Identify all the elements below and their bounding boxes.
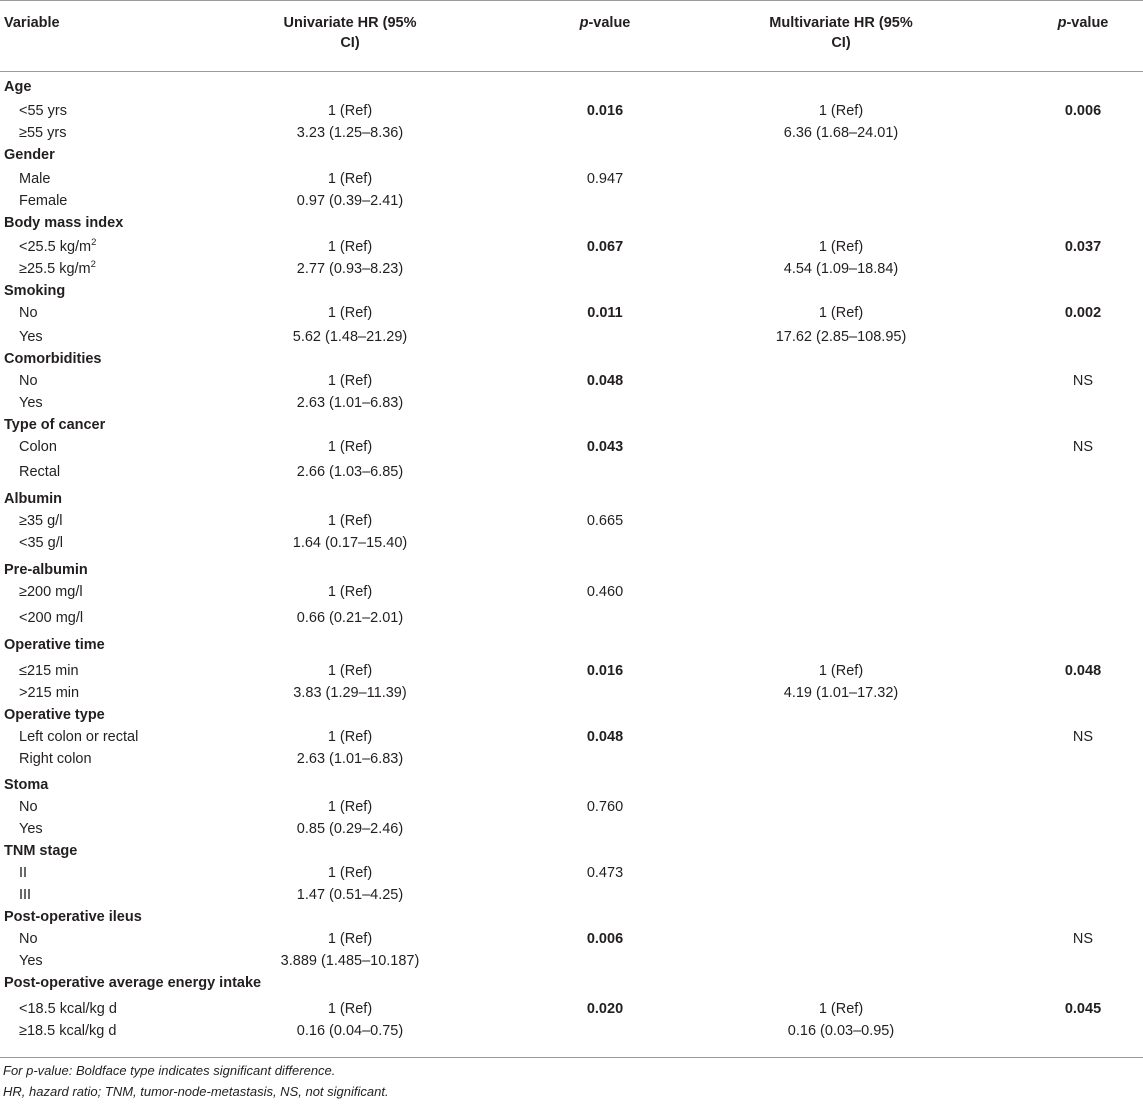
multivariate-hr: 4.54 (1.09–18.84)	[783, 261, 899, 277]
multivariate-p-value: NS	[1072, 373, 1094, 389]
group-row	[0, 280, 1143, 302]
group-label: Operative time	[4, 637, 105, 653]
row-label	[19, 168, 50, 190]
row-label-text: >215 min	[19, 685, 80, 701]
table-row	[0, 510, 1143, 532]
header-multivariate-line1: Multivariate HR (95%	[769, 15, 913, 31]
univariate-hr: 3.889 (1.485–10.187)	[280, 953, 420, 969]
row-label-text: Yes	[19, 953, 43, 969]
row-label-text: No	[19, 373, 38, 389]
group-row	[0, 840, 1143, 862]
table-header	[0, 0, 1143, 72]
univariate-p-value: 0.473	[586, 865, 624, 881]
table-row	[0, 168, 1143, 190]
row-label	[19, 796, 38, 818]
footnote-abbreviations: HR, hazard ratio; TNM, tumor-node-metastasis, NS, not significant.	[3, 1084, 389, 1099]
row-label	[19, 100, 67, 122]
univariate-p-value: 0.067	[586, 239, 624, 255]
univariate-hr: 1 (Ref)	[327, 865, 373, 881]
header-variable: Variable	[4, 15, 60, 31]
multivariate-hr: 1 (Ref)	[818, 305, 864, 321]
univariate-hr: 1 (Ref)	[327, 799, 373, 815]
header-univariate-line2: CI)	[340, 35, 360, 51]
univariate-hr: 1 (Ref)	[327, 584, 373, 600]
multivariate-hr: 1 (Ref)	[818, 1001, 864, 1017]
row-label-text: Left colon or rectal	[19, 729, 139, 745]
header-p-suffix: -value	[588, 15, 631, 31]
table-row	[0, 392, 1143, 414]
table-row	[0, 122, 1143, 144]
row-label-text: <35 g/l	[19, 535, 63, 551]
multivariate-p-value: 0.048	[1064, 663, 1102, 679]
multivariate-hr: 1 (Ref)	[818, 663, 864, 679]
table-bottom-rule	[0, 1057, 1143, 1058]
group-row	[0, 972, 1143, 994]
table-row	[0, 190, 1143, 212]
row-label-text: Yes	[19, 821, 43, 837]
univariate-p-value: 0.665	[586, 513, 624, 529]
row-label	[19, 236, 96, 258]
superscript: 2	[90, 259, 96, 270]
table-row	[0, 1020, 1143, 1042]
univariate-hr: 2.66 (1.03–6.85)	[296, 464, 404, 480]
row-label-text: Rectal	[19, 464, 61, 480]
univariate-p-value: 0.011	[587, 305, 623, 321]
row-label-text: Female	[19, 193, 68, 209]
row-label	[19, 190, 67, 212]
row-label-text: No	[19, 799, 38, 815]
row-label-text: II	[19, 865, 28, 881]
group-row	[0, 774, 1143, 796]
group-row	[0, 488, 1143, 510]
univariate-hr: 2.63 (1.01–6.83)	[296, 395, 404, 411]
table-row	[0, 607, 1143, 629]
row-label-text: Colon	[19, 439, 57, 455]
row-label	[19, 660, 79, 682]
univariate-hr: 1 (Ref)	[327, 373, 373, 389]
multivariate-p-value: 0.037	[1064, 239, 1102, 255]
multivariate-hr: 4.19 (1.01–17.32)	[783, 685, 899, 701]
univariate-hr: 2.77 (0.93–8.23)	[296, 261, 404, 277]
group-label: Pre-albumin	[4, 562, 88, 578]
row-label	[19, 258, 96, 280]
group-label: Body mass index	[4, 215, 124, 231]
univariate-hr: 1 (Ref)	[327, 513, 373, 529]
table-row	[0, 818, 1143, 840]
row-label	[19, 818, 43, 840]
univariate-hr: 0.97 (0.39–2.41)	[296, 193, 404, 209]
table-row	[0, 950, 1143, 972]
row-label	[19, 950, 43, 972]
table-row	[0, 862, 1143, 884]
superscript: 2	[91, 237, 97, 248]
univariate-hr: 1 (Ref)	[327, 931, 373, 947]
table-row	[0, 461, 1143, 483]
row-label-text: Right colon	[19, 751, 92, 767]
univariate-hr: 1.47 (0.51–4.25)	[296, 887, 404, 903]
row-label	[19, 370, 38, 392]
univariate-p-value: 0.043	[586, 439, 624, 455]
table-row	[0, 682, 1143, 704]
multivariate-p-value: 0.006	[1064, 103, 1102, 119]
group-label: Gender	[4, 147, 55, 163]
row-label-text: <18.5 kcal/kg d	[19, 1001, 117, 1017]
multivariate-hr: 6.36 (1.68–24.01)	[783, 125, 899, 141]
row-label	[19, 436, 57, 458]
univariate-hr: 1.64 (0.17–15.40)	[292, 535, 408, 551]
univariate-p-value: 0.048	[586, 729, 624, 745]
multivariate-p-value: NS	[1072, 729, 1094, 745]
table-row	[0, 532, 1143, 554]
row-label	[19, 928, 38, 950]
univariate-hr: 2.63 (1.01–6.83)	[296, 751, 404, 767]
univariate-hr: 5.62 (1.48–21.29)	[292, 329, 408, 345]
row-label-text: ≥25.5 kg/m	[19, 261, 91, 277]
group-label: Albumin	[4, 491, 62, 507]
table-row	[0, 796, 1143, 818]
multivariate-p-value: 0.002	[1064, 305, 1102, 321]
header-univariate	[262, 13, 438, 53]
row-label	[19, 862, 27, 884]
group-label: Smoking	[4, 283, 66, 299]
header-multivariate-line2: CI)	[831, 35, 851, 51]
univariate-hr: 3.23 (1.25–8.36)	[296, 125, 404, 141]
univariate-hr: 3.83 (1.29–11.39)	[293, 685, 407, 701]
univariate-hr: 0.66 (0.21–2.01)	[296, 610, 404, 626]
row-label	[19, 581, 83, 603]
table-row	[0, 236, 1143, 258]
group-row	[0, 348, 1143, 370]
table-row	[0, 100, 1143, 122]
row-label-text: Male	[19, 171, 51, 187]
footnote-boldface: For p-value: Boldface type indicates significant difference.	[3, 1063, 336, 1078]
row-label-text: <55 yrs	[19, 103, 67, 119]
table-row	[0, 884, 1143, 906]
header-p-value-multivariate	[1018, 13, 1143, 33]
row-label	[19, 326, 43, 348]
row-label-text: ≥35 g/l	[19, 513, 63, 529]
row-label-text: Yes	[19, 329, 43, 345]
row-label-text: <25.5 kg/m	[19, 239, 92, 255]
univariate-p-value: 0.947	[586, 171, 624, 187]
header-multivariate	[748, 13, 934, 53]
univariate-hr: 1 (Ref)	[327, 439, 373, 455]
univariate-hr: 1 (Ref)	[327, 663, 373, 679]
univariate-p-value: 0.460	[586, 584, 624, 600]
multivariate-hr: 1 (Ref)	[818, 239, 864, 255]
header-p-italic: p	[1057, 15, 1067, 31]
univariate-p-value: 0.016	[586, 663, 624, 679]
group-label: Type of cancer	[4, 417, 106, 433]
table-row	[0, 326, 1143, 348]
group-label: Operative type	[4, 707, 105, 723]
multivariate-p-value: NS	[1072, 931, 1094, 947]
group-label: Stoma	[4, 777, 49, 793]
table-row	[0, 660, 1143, 682]
row-label	[19, 748, 92, 770]
group-row	[0, 906, 1143, 928]
row-label-text: ≥200 mg/l	[19, 584, 83, 600]
group-row	[0, 414, 1143, 436]
univariate-hr: 1 (Ref)	[327, 171, 373, 187]
group-row	[0, 144, 1143, 166]
row-label	[19, 122, 66, 144]
row-label-text: ≤215 min	[19, 663, 79, 679]
row-label	[19, 682, 79, 704]
row-label-text: ≥18.5 kcal/kg d	[19, 1023, 117, 1039]
row-label-text: <200 mg/l	[19, 610, 84, 626]
header-p-value-univariate	[540, 13, 670, 33]
table-row	[0, 302, 1143, 324]
row-label	[19, 1020, 116, 1042]
univariate-p-value: 0.760	[586, 799, 624, 815]
row-label	[19, 726, 138, 748]
multivariate-hr: 1 (Ref)	[818, 103, 864, 119]
row-label	[19, 461, 60, 483]
row-label	[19, 998, 117, 1020]
header-univariate-line1: Univariate HR (95%	[283, 15, 417, 31]
univariate-hr: 1 (Ref)	[327, 103, 373, 119]
row-label-text: ≥55 yrs	[19, 125, 67, 141]
group-label: Age	[4, 79, 32, 95]
multivariate-p-value: 0.045	[1064, 1001, 1102, 1017]
group-label: Post-operative average energy intake	[4, 975, 262, 991]
table-row	[0, 258, 1143, 280]
row-label-text: III	[19, 887, 32, 903]
row-label	[19, 607, 83, 629]
group-label: TNM stage	[4, 843, 78, 859]
table-row	[0, 928, 1143, 950]
multivariate-p-value: NS	[1072, 439, 1094, 455]
univariate-p-value: 0.016	[586, 103, 624, 119]
group-label: Post-operative ileus	[4, 909, 142, 925]
row-label	[19, 532, 63, 554]
table-row	[0, 748, 1143, 770]
univariate-hr: 1 (Ref)	[327, 1001, 373, 1017]
group-row	[0, 704, 1143, 726]
row-label	[19, 302, 38, 324]
header-p-italic: p	[579, 15, 589, 31]
row-label-text: No	[19, 931, 38, 947]
univariate-p-value: 0.006	[586, 931, 624, 947]
table-row	[0, 726, 1143, 748]
header-p-suffix: -value	[1066, 15, 1109, 31]
row-label	[19, 392, 43, 414]
group-row	[0, 212, 1143, 234]
univariate-hr: 0.16 (0.04–0.75)	[296, 1023, 404, 1039]
row-label-text: Yes	[19, 395, 43, 411]
univariate-hr: 0.85 (0.29–2.46)	[296, 821, 404, 837]
table-row	[0, 436, 1143, 458]
multivariate-hr: 17.62 (2.85–108.95)	[775, 329, 907, 345]
row-label-text: No	[19, 305, 38, 321]
table-row	[0, 370, 1143, 392]
table-row	[0, 998, 1143, 1020]
row-label	[19, 884, 31, 906]
univariate-hr: 1 (Ref)	[327, 729, 373, 745]
group-row	[0, 76, 1143, 98]
table-row	[0, 581, 1143, 603]
multivariate-hr: 0.16 (0.03–0.95)	[787, 1023, 895, 1039]
group-row	[0, 559, 1143, 581]
row-label	[19, 510, 62, 532]
univariate-p-value: 0.020	[586, 1001, 624, 1017]
group-label: Comorbidities	[4, 351, 102, 367]
univariate-hr: 1 (Ref)	[327, 239, 373, 255]
univariate-p-value: 0.048	[586, 373, 624, 389]
group-row	[0, 634, 1143, 656]
univariate-hr: 1 (Ref)	[327, 305, 373, 321]
